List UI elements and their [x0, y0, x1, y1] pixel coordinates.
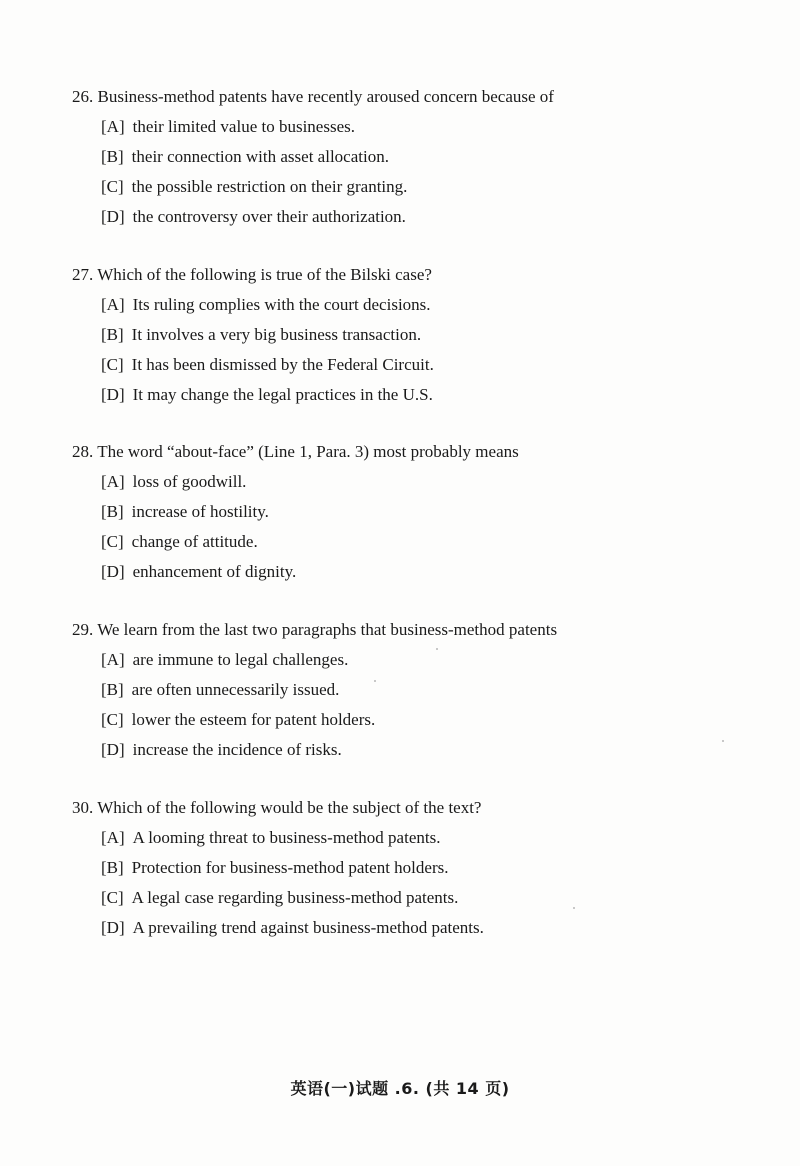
option-d [72, 557, 752, 587]
option-text: the possible restriction on their granting. [131, 177, 408, 196]
option-b [72, 497, 752, 527]
question-27 [72, 260, 752, 410]
option-text: are often unnecessarily issued. [131, 680, 340, 699]
option-letter: [B] [101, 680, 124, 699]
option-b [72, 320, 752, 350]
option-text: increase the incidence of risks. [132, 740, 342, 759]
option-letter: [C] [101, 710, 124, 729]
option-text: the controversy over their authorization. [132, 207, 406, 226]
option-text: enhancement of dignity. [132, 562, 297, 581]
question-30 [72, 793, 752, 943]
option-text: are immune to legal challenges. [132, 650, 349, 669]
option-text: A looming threat to business-method patents. [132, 828, 441, 847]
option-text: change of attitude. [131, 532, 258, 551]
scan-speck [374, 680, 376, 682]
option-a [72, 823, 752, 853]
option-d [72, 380, 752, 410]
option-text: increase of hostility. [131, 502, 269, 521]
option-text: lower the esteem for patent holders. [131, 710, 376, 729]
option-text: their connection with asset allocation. [131, 147, 389, 166]
option-letter: [D] [101, 562, 125, 581]
option-text: A legal case regarding business-method patents. [131, 888, 459, 907]
option-text: It may change the legal practices in the U.S. [132, 385, 433, 404]
scan-speck [436, 648, 438, 650]
question-stem: 27. Which of the following is true of the Bilski case? [72, 265, 432, 284]
option-c [72, 883, 752, 913]
option-a [72, 290, 752, 320]
question-26 [72, 82, 752, 232]
option-a [72, 645, 752, 675]
question-stem: 28. The word “about-face” (Line 1, Para. 3) most probably means [72, 442, 519, 461]
option-a [72, 112, 752, 142]
option-letter: [B] [101, 147, 124, 166]
option-c [72, 172, 752, 202]
option-b [72, 675, 752, 705]
option-letter: [A] [101, 117, 125, 136]
option-c [72, 527, 752, 557]
option-b [72, 142, 752, 172]
option-letter: [D] [101, 207, 125, 226]
scan-speck [722, 740, 724, 742]
option-c [72, 705, 752, 735]
option-text: A prevailing trend against business-method patents. [132, 918, 484, 937]
option-letter: [A] [101, 295, 125, 314]
option-letter: [C] [101, 177, 124, 196]
question-stem: 30. Which of the following would be the subject of the text? [72, 798, 482, 817]
option-text: their limited value to businesses. [132, 117, 355, 136]
option-letter: [B] [101, 502, 124, 521]
scan-speck [573, 907, 575, 909]
option-letter: [A] [101, 472, 125, 491]
option-text: Its ruling complies with the court decisions. [132, 295, 431, 314]
option-d [72, 202, 752, 232]
option-letter: [C] [101, 532, 124, 551]
option-a [72, 467, 752, 497]
option-letter: [B] [101, 858, 124, 877]
option-letter: [D] [101, 918, 125, 937]
question-stem: 29. We learn from the last two paragraphs that business-method patents [72, 620, 558, 639]
option-letter: [C] [101, 355, 124, 374]
option-d [72, 913, 752, 943]
option-text: loss of goodwill. [132, 472, 247, 491]
option-letter: [D] [101, 385, 125, 404]
question-28 [72, 437, 752, 587]
option-d [72, 735, 752, 765]
option-text: Protection for business-method patent holders. [131, 858, 449, 877]
option-c [72, 350, 752, 380]
option-letter: [D] [101, 740, 125, 759]
option-b [72, 853, 752, 883]
question-stem: 26. Business-method patents have recently aroused concern because of [72, 87, 554, 106]
question-29 [72, 615, 752, 765]
option-text: It has been dismissed by the Federal Circuit. [131, 355, 434, 374]
page-footer: 英语(一)试题 .6. (共 14 页) [290, 1079, 510, 1098]
option-letter: [C] [101, 888, 124, 907]
option-text: It involves a very big business transaction. [131, 325, 422, 344]
option-letter: [A] [101, 828, 125, 847]
option-letter: [A] [101, 650, 125, 669]
option-letter: [B] [101, 325, 124, 344]
